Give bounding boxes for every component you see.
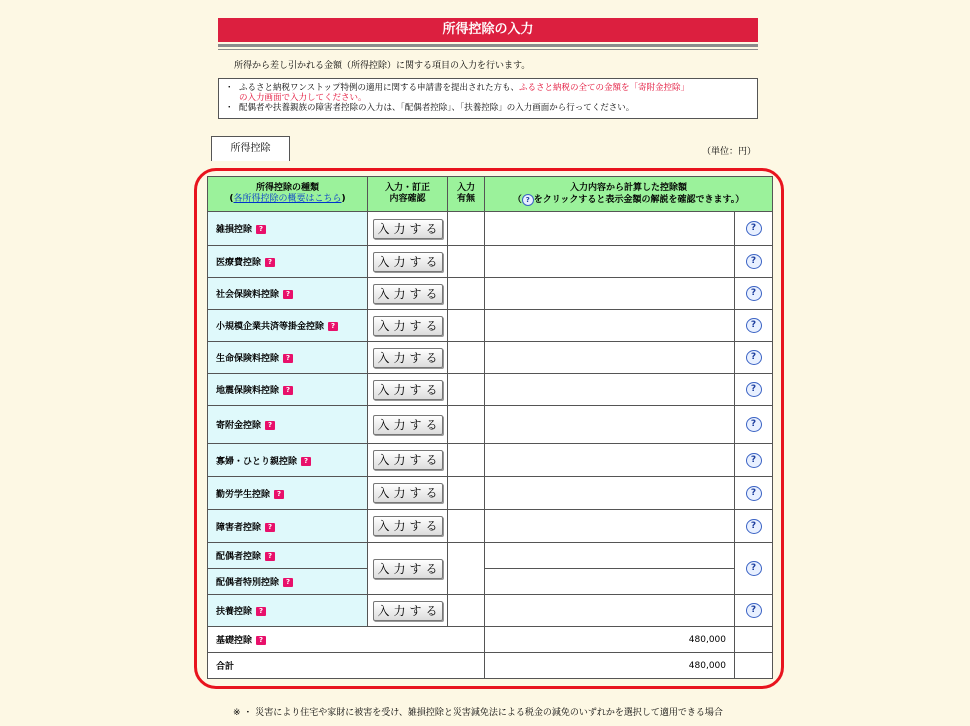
table-row bbox=[208, 342, 773, 374]
input-cell bbox=[368, 310, 448, 342]
table-row bbox=[208, 653, 773, 679]
notice-text: ふるさと納税ワンストップ特例の適用に関する申請書を提出された方も、 bbox=[239, 83, 519, 93]
header-has-label: 入力 bbox=[456, 183, 475, 193]
question-icon[interactable]: ? bbox=[256, 225, 266, 234]
help-icon[interactable]: ? bbox=[746, 382, 762, 397]
header-amount bbox=[485, 177, 773, 212]
unit-label: （単位：円） bbox=[701, 147, 756, 157]
header-input-label-2: 内容確認 bbox=[389, 194, 426, 204]
has-input-cell bbox=[448, 406, 485, 444]
amount-cell bbox=[485, 510, 735, 543]
help-cell bbox=[735, 595, 773, 627]
deduction-label: 医療費控除 bbox=[216, 258, 262, 268]
input-button[interactable]: 入力する bbox=[373, 284, 443, 304]
help-icon[interactable]: ? bbox=[746, 519, 762, 534]
has-input-cell bbox=[448, 444, 485, 477]
deduction-label: 配偶者特別控除 bbox=[216, 578, 280, 588]
input-button[interactable]: 入力する bbox=[373, 483, 443, 503]
amount-cell bbox=[485, 374, 735, 406]
amount-cell bbox=[485, 406, 735, 444]
has-input-cell bbox=[448, 510, 485, 543]
title-rule bbox=[218, 44, 758, 47]
amount-cell bbox=[485, 477, 735, 510]
table-row bbox=[208, 246, 773, 278]
deduction-name bbox=[208, 510, 368, 543]
amount-cell bbox=[485, 444, 735, 477]
help-cell bbox=[735, 310, 773, 342]
deduction-name bbox=[208, 477, 368, 510]
deduction-name bbox=[208, 212, 368, 246]
input-button[interactable]: 入力する bbox=[373, 316, 443, 336]
table-row bbox=[208, 444, 773, 477]
title-rule-thin bbox=[218, 49, 758, 50]
question-icon[interactable]: ? bbox=[283, 290, 293, 299]
question-icon[interactable]: ? bbox=[265, 523, 275, 532]
table-row bbox=[208, 477, 773, 510]
header-type-label: 所得控除の種類 bbox=[255, 183, 319, 193]
deduction-label: 寄附金控除 bbox=[216, 421, 262, 431]
amount-cell bbox=[485, 569, 735, 595]
help-cell bbox=[735, 510, 773, 543]
table-body bbox=[208, 212, 773, 679]
amount-cell bbox=[485, 246, 735, 278]
deduction-label: 基礎控除 bbox=[216, 636, 253, 646]
page-description: 所得から差し引かれる金額（所得控除）に関する項目の入力を行います。 bbox=[234, 61, 531, 71]
question-icon[interactable]: ? bbox=[256, 636, 266, 645]
input-cell bbox=[368, 444, 448, 477]
input-button[interactable]: 入力する bbox=[373, 219, 443, 239]
input-cell bbox=[368, 212, 448, 246]
has-input-cell bbox=[448, 310, 485, 342]
total-value: 480,000 bbox=[485, 653, 735, 679]
help-icon[interactable]: ? bbox=[746, 350, 762, 365]
input-cell bbox=[368, 477, 448, 510]
help-icon[interactable]: ? bbox=[746, 286, 762, 301]
blank-cell bbox=[735, 653, 773, 679]
help-icon[interactable]: ? bbox=[746, 254, 762, 269]
blank-cell bbox=[735, 627, 773, 653]
deduction-name bbox=[208, 374, 368, 406]
help-cell bbox=[735, 212, 773, 246]
question-icon[interactable]: ? bbox=[283, 578, 293, 587]
header-type: 所得控除の種類 (各所得控除の概要はこちら) bbox=[208, 177, 368, 212]
question-icon[interactable]: ? bbox=[274, 490, 284, 499]
input-button[interactable]: 入力する bbox=[373, 380, 443, 400]
has-input-cell bbox=[448, 342, 485, 374]
question-icon[interactable]: ? bbox=[265, 552, 275, 561]
table-row bbox=[208, 569, 773, 595]
deduction-label: 雑損控除 bbox=[216, 225, 253, 235]
input-cell bbox=[368, 246, 448, 278]
help-icon[interactable]: ? bbox=[746, 221, 762, 236]
deduction-label: 生命保険料控除 bbox=[216, 354, 280, 364]
header-has bbox=[448, 177, 485, 212]
header-has-label-2: 有無 bbox=[456, 194, 475, 204]
notice-bullet: ・ bbox=[225, 103, 234, 113]
question-icon[interactable]: ? bbox=[265, 258, 275, 267]
table-header bbox=[208, 177, 773, 212]
note-pre: （ bbox=[512, 194, 522, 205]
table-row bbox=[208, 510, 773, 543]
header-input bbox=[368, 177, 448, 212]
help-icon[interactable]: ? bbox=[746, 603, 762, 618]
question-icon[interactable]: ? bbox=[328, 322, 338, 331]
question-icon[interactable]: ? bbox=[301, 457, 311, 466]
deduction-table bbox=[207, 176, 773, 679]
note-post: をクリックすると表示金額の解説を確認できます。） bbox=[533, 194, 745, 205]
amount-cell bbox=[485, 212, 735, 246]
basic-deduction-value: 480,000 bbox=[485, 627, 735, 653]
footnote: ※ ・ 災害により住宅や家財に被害を受け、雑損控除と災害減免法による税金の減免のいずれかを選択して適用できる場合 bbox=[233, 708, 723, 718]
table-row bbox=[208, 406, 773, 444]
deduction-label: 寡婦・ひとり親控除 bbox=[216, 456, 298, 467]
has-input-cell bbox=[448, 477, 485, 510]
help-cell bbox=[735, 246, 773, 278]
help-cell bbox=[735, 374, 773, 406]
help-cell bbox=[735, 444, 773, 477]
input-button[interactable]: 入力する bbox=[373, 415, 443, 435]
header-amount-label: 入力内容から計算した控除額 bbox=[569, 182, 687, 193]
deduction-label: 地震保険料控除 bbox=[216, 386, 280, 396]
amount-cell bbox=[485, 595, 735, 627]
input-button[interactable]: 入力する bbox=[373, 559, 443, 579]
help-cell bbox=[735, 543, 773, 595]
tab-row bbox=[218, 136, 758, 162]
deduction-label: 小規模企業共済等掛金控除 bbox=[216, 322, 325, 332]
input-cell bbox=[368, 595, 448, 627]
input-cell bbox=[368, 278, 448, 310]
page-title: 所得控除の入力 bbox=[218, 18, 758, 42]
input-button[interactable]: 入力する bbox=[373, 348, 443, 368]
total-name: 合計 bbox=[208, 653, 485, 679]
question-icon[interactable]: ? bbox=[256, 607, 266, 616]
help-cell bbox=[735, 342, 773, 374]
input-cell bbox=[368, 510, 448, 543]
deduction-label: 社会保険料控除 bbox=[216, 290, 280, 300]
input-button[interactable]: 入力する bbox=[373, 252, 443, 272]
notice-bullet: ・ bbox=[225, 83, 234, 93]
input-button[interactable]: 入力する bbox=[373, 450, 443, 470]
question-icon[interactable]: ? bbox=[265, 421, 275, 430]
deduction-name bbox=[208, 406, 368, 444]
input-cell bbox=[368, 543, 448, 595]
help-icon: ? bbox=[522, 194, 534, 206]
tab-income-deduction: 所得控除 bbox=[211, 136, 290, 161]
help-icon[interactable]: ? bbox=[746, 486, 762, 501]
basic-deduction-name bbox=[208, 627, 485, 653]
deduction-overview-link[interactable]: 各所得控除の概要はこちら bbox=[233, 194, 342, 204]
has-input-cell bbox=[448, 543, 485, 595]
deduction-name bbox=[208, 310, 368, 342]
help-cell bbox=[735, 477, 773, 510]
deduction-name bbox=[208, 543, 368, 569]
table-row bbox=[208, 212, 773, 246]
has-input-cell bbox=[448, 212, 485, 246]
header-input-label: 入力・訂正 bbox=[384, 183, 430, 193]
main-content bbox=[218, 18, 758, 162]
notice-line-1 bbox=[225, 83, 751, 93]
deduction-label: 配偶者控除 bbox=[216, 552, 262, 562]
input-button[interactable]: 入力する bbox=[373, 601, 443, 621]
input-cell bbox=[368, 374, 448, 406]
help-icon[interactable]: ? bbox=[746, 417, 762, 432]
help-icon[interactable]: ? bbox=[746, 561, 762, 576]
deduction-label: 勤労学生控除 bbox=[216, 489, 271, 500]
help-icon[interactable]: ? bbox=[746, 318, 762, 333]
has-input-cell bbox=[448, 595, 485, 627]
notice-line-2 bbox=[225, 103, 751, 113]
input-cell bbox=[368, 406, 448, 444]
input-cell bbox=[368, 342, 448, 374]
notice-text: 配偶者や扶養親族の障害者控除の入力は、「配偶者控除」、「扶養控除」の入力画面から行ってください。 bbox=[239, 103, 635, 113]
deduction-name bbox=[208, 444, 368, 477]
table-row bbox=[208, 278, 773, 310]
amount-cell bbox=[485, 310, 735, 342]
has-input-cell bbox=[448, 374, 485, 406]
deduction-name bbox=[208, 278, 368, 310]
input-button[interactable]: 入力する bbox=[373, 516, 443, 536]
header-amount-note bbox=[485, 194, 772, 206]
question-icon[interactable]: ? bbox=[283, 354, 293, 363]
deduction-label: 扶養控除 bbox=[216, 607, 253, 617]
notice-box bbox=[218, 78, 758, 119]
notice-red-text: ふるさと納税の全ての金額を「寄附金控除」 bbox=[519, 83, 690, 93]
deduction-name bbox=[208, 342, 368, 374]
deduction-label: 障害者控除 bbox=[216, 522, 262, 533]
help-cell bbox=[735, 406, 773, 444]
amount-cell bbox=[485, 342, 735, 374]
help-icon[interactable]: ? bbox=[746, 453, 762, 468]
table-row bbox=[208, 627, 773, 653]
deduction-name bbox=[208, 246, 368, 278]
has-input-cell bbox=[448, 246, 485, 278]
table-row bbox=[208, 595, 773, 627]
table-row bbox=[208, 543, 773, 569]
table-row bbox=[208, 374, 773, 406]
amount-cell bbox=[485, 543, 735, 569]
question-icon[interactable]: ? bbox=[283, 386, 293, 395]
help-cell bbox=[735, 278, 773, 310]
amount-cell bbox=[485, 278, 735, 310]
deduction-name bbox=[208, 569, 368, 595]
deduction-name bbox=[208, 595, 368, 627]
table-row bbox=[208, 310, 773, 342]
notice-red-cont: の入力画面で入力してください。 bbox=[239, 93, 367, 103]
has-input-cell bbox=[448, 278, 485, 310]
